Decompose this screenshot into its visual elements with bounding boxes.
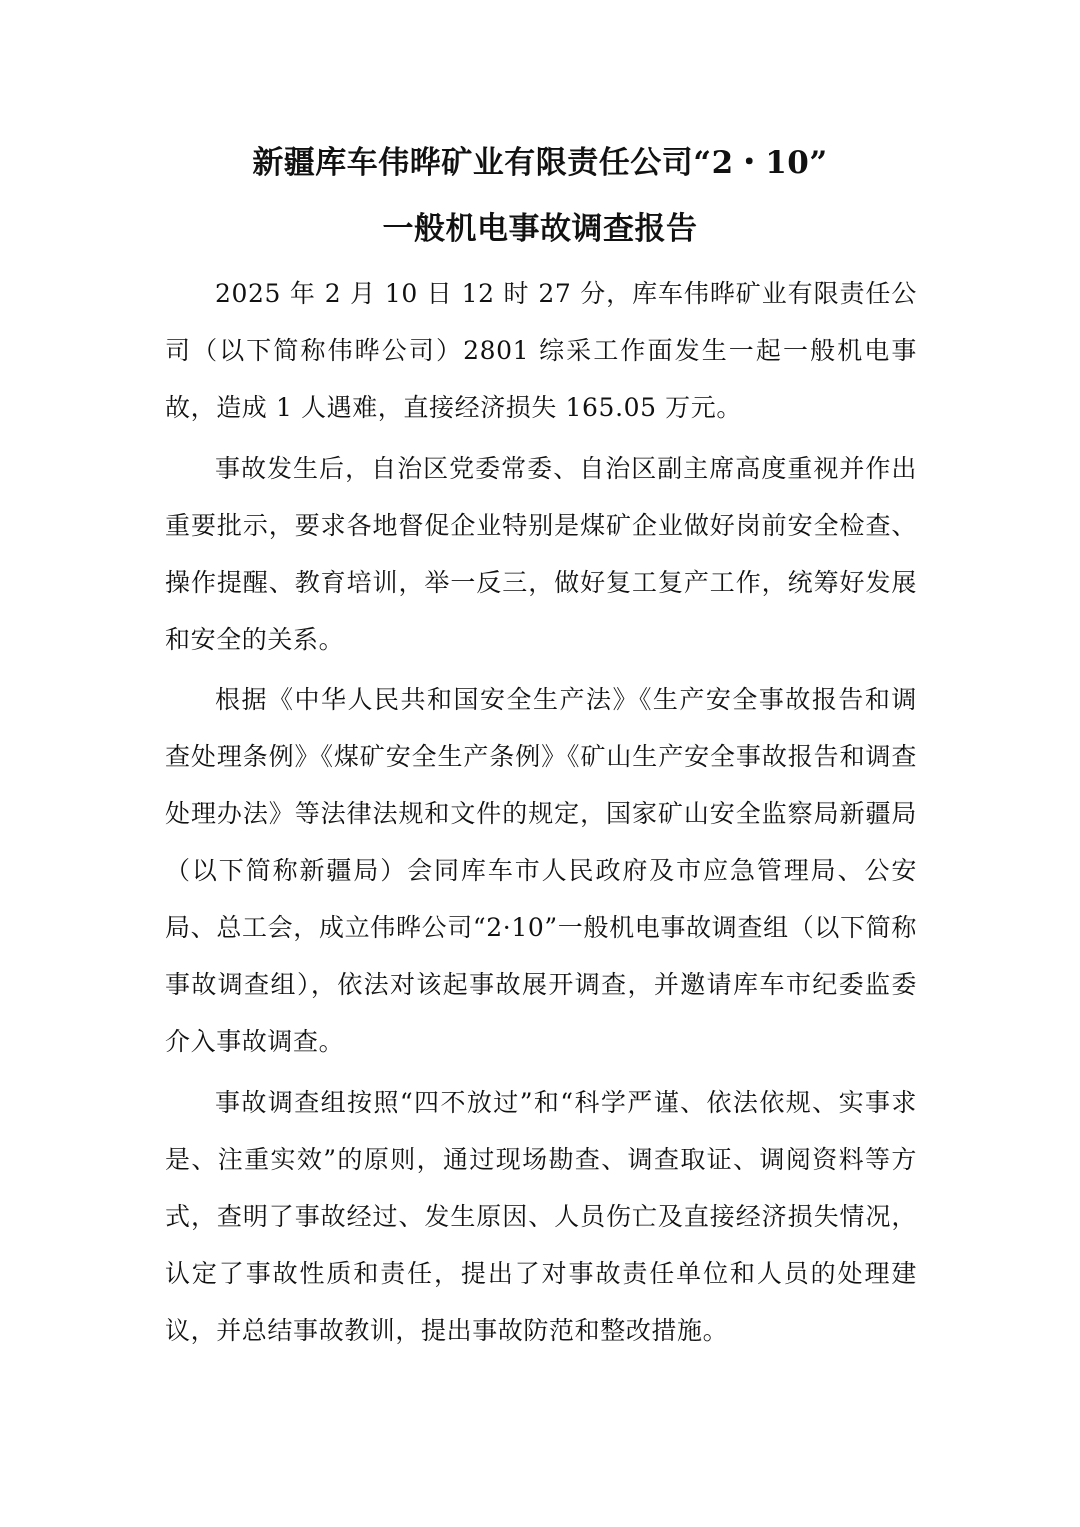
paragraph-accident-summary: 2025 年 2 月 10 日 12 时 27 分，库车伟晔矿业有限责任公司（以下简称伟晔公司）2801 综采工作面发生一起一般机电事故，造成 1 人遇难，直接经济损失 165.05 万元。 bbox=[165, 279, 917, 422]
paragraph-legal-basis: 根据《中华人民共和国安全生产法》《生产安全事故报告和调查处理条例》《煤矿安全生产条例》《矿山生产安全事故报告和调查处理办法》等法律法规和文件的规定，国家矿山安全监察局新疆局（以下简称新疆局）会同库车市人民政府及市应急管理局、公安局、总工会，成立伟晔公司“2·10”一般机电事故调查组（以下简称事故调查组），依法对该起事故展开调查，并邀请库车市纪委监委介入事故调查。 bbox=[165, 685, 917, 1056]
paragraph-investigation-principles: 事故调查组按照“四不放过”和“科学严谨、依法依规、实事求是、注重实效”的原则，通过现场勘查、调查取证、调阅资料等方式，查明了事故经过、发生原因、人员伤亡及直接经济损失情况，认定了事故性质和责任，提出了对事故责任单位和人员的处理建议，并总结事故教训，提出事故防范和整改措施。 bbox=[165, 1088, 917, 1345]
report-title-line-1: 新疆库车伟晔矿业有限责任公司“2・10” bbox=[252, 145, 828, 181]
paragraph-government-response: 事故发生后，自治区党委常委、自治区副主席高度重视并作出重要批示，要求各地督促企业特别是煤矿企业做好岗前安全检查、操作提醒、教育培训，举一反三，做好复工复产工作，统筹好发展和安全的关系。 bbox=[165, 454, 917, 654]
report-title-line-2: 一般机电事故调查报告 bbox=[382, 211, 698, 247]
